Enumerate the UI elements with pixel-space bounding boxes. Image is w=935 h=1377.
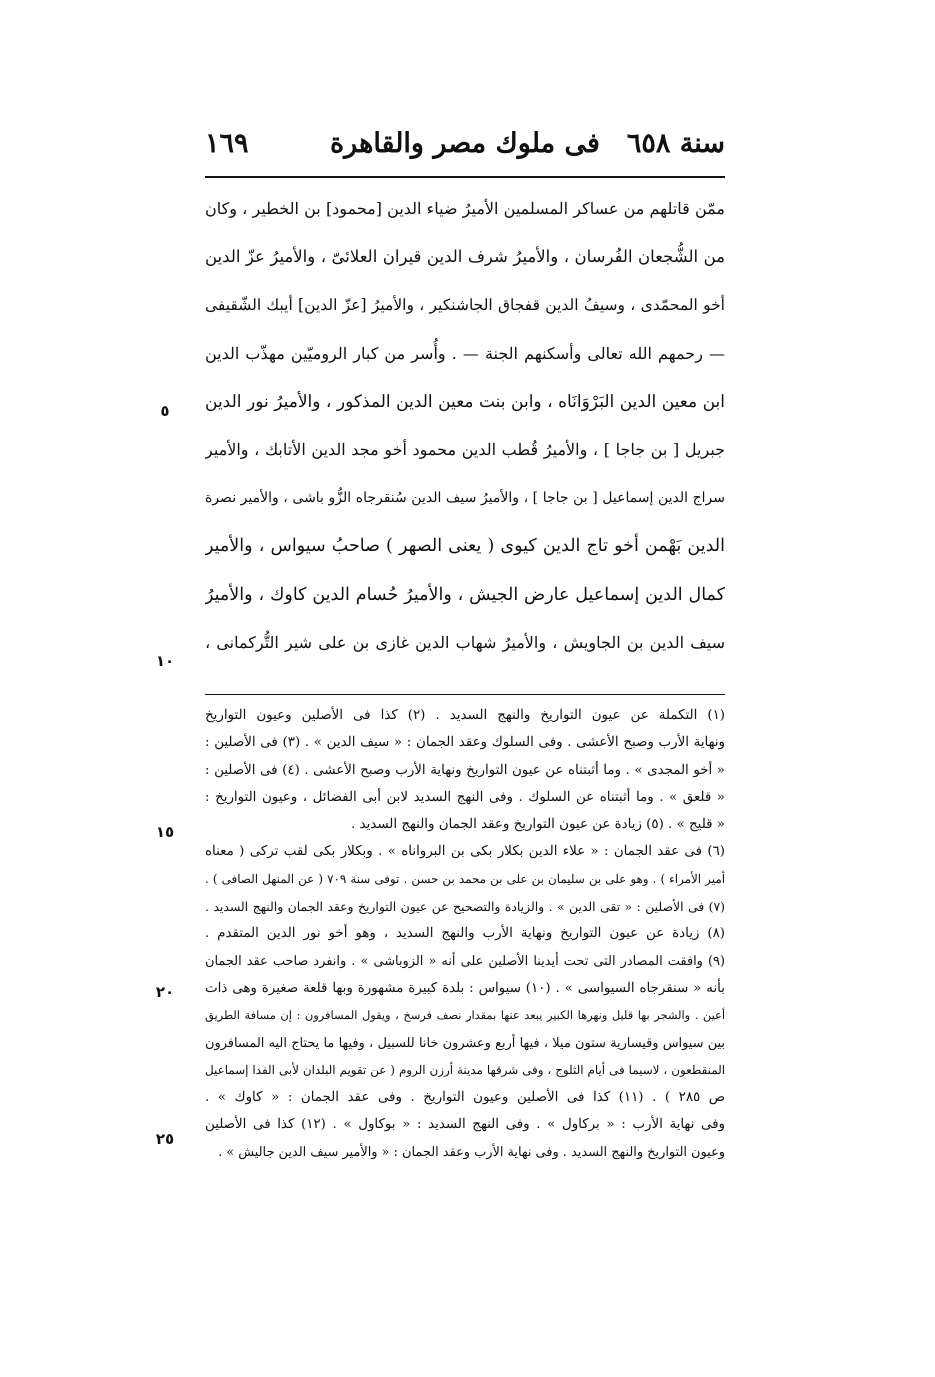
margin-line-number: ٥ [160,402,170,420]
footnote-line: أعين . والشجر بها قليل ونهرها الكبير يبعد عنها بمقدار نصف فرسخ ، ويقول المسافرون : إن مسافة الطريق [205,1008,725,1023]
main-text-line: كمال الدين إسماعيل عارض الجيش ، والأميرُ حُسام الدين كاوك ، والأميرُ [205,584,725,605]
main-text-line: ممّن قاتلهم من عساكر المسلمين الأميرُ ضياء الدين [محمود] بن الخطير ، وكان [205,199,725,218]
footnote-line: « قلعق » . وما أثبتناه عن السلوك . وفى النهج السديد لابن أبى الفضائل ، وعيون التواريخ : [205,789,725,805]
footnote-line: « أخو المجدى » . وما أثبتناه عن عيون التواريخ ونهاية الأرب وصبح الأعشى . (٤) فى الأصلين : [205,762,725,778]
margin-line-number: ٢٥ [155,1130,175,1148]
main-text-line: أخو المحمّدى ، وسيفُ الدين قفجاق الجاشنكير ، والأميرُ [عزّ الدين] أيبك الشّقيفى [205,296,725,315]
margin-line-number: ١٠ [155,652,175,670]
footnote-line: المنقطعون ، لاسيما فى أيام الثلوج ، وفى شرقها مدينة أرزن الروم ( عن تقويم البلدان لأبى الفدا إسماعيل [205,1062,725,1077]
main-text-line: ابن معين الدين البَرْوَانَاه ، وابن بنت معين الدين المذكور ، والأميرُ نور الدين [205,391,725,412]
footnote-line: بين سيواس وقيسارية ستون ميلا ، فيها أربع وعشرون خانا للسبيل ، وفيها ما يحتاج اليه المسافرون [205,1035,725,1051]
header-rule [205,176,725,178]
footnote-line: وعيون التواريخ والنهج السديد . وفى نهاية الأرب وعقد الجمان : « والأمير سيف الدين جاليش » . [218,1144,725,1160]
main-text-body [205,185,725,667]
running-header [205,128,725,172]
footnote-line: بأنه « سنقرجاه السيواسى » . (١٠) سيواس : بلدة كبيرة مشهورة وبها قلعة صغيرة وهى ذات [205,980,725,996]
footnote-separator [205,694,725,695]
footnote-line: « قليج » . (٥) زيادة عن عيون التواريخ وعقد الجمان والنهج السديد . [351,817,725,833]
header-year: سنة ٦٥٨ [626,128,725,159]
main-text-line: سراج الدين إسماعيل [ بن جاجا ] ، والأميرُ سيف الدين سُنقرجاه الزُّو باشى ، والأمير نصرة [205,490,725,507]
main-text-line: سيف الدين بن الجاويش ، والأميرُ شهاب الدين غازى بن على شير التُّركمانى ، [205,632,725,652]
footnote-line: (٩) وافقت المصادر التى تحت أيدينا الأصلين على أنه « الزوباشى » . وانفرد صاحب عقد الجمان [205,953,725,969]
footnote-line: (١) التكملة عن عيون التواريخ والنهج السديد . (٢) كذا فى الأصلين وعيون التواريخ [205,708,725,723]
footnote-line: ونهاية الأرب وصبح الأعشى . وفى السلوك وعقد الجمان : « سيف الدين » . (٣) فى الأصلين : [205,735,725,751]
margin-line-number: ١٥ [155,823,175,841]
main-text-line: جبريل [ بن جاجا ] ، والأميرُ قُطب الدين محمود أخو مجد الدين الأتابك ، والأمير [205,439,725,459]
footnote-line: (٧) فى الأصلين : « تقى الدين » . والزيادة والتصحيح عن عيون التواريخ وعقد الجمان والنهج السديد . [205,899,725,915]
main-text-line: الدين بَهْمن أخو تاج الدين كيوى ( يعنى الصهر ) صاحبُ سيواس ، والأمير [205,536,725,557]
footnote-line: وفى نهاية الأرب : « بركاول » . وفى النهج السديد : « بوكاول » . (١٢) كذا فى الأصلين [205,1117,725,1133]
footnote-line: ص ٢٨٥ ) . (١١) كذا فى الأصلين وعيون التواريخ . وفى عقد الجمان : « كاوك » . [205,1090,725,1106]
footnote-line: أمير الأمراء ) . وهو على بن سليمان بن على بن محمد بن حسن . توفى سنة ٧٠٩ ( عن المنهل الصافى ) . [205,871,725,886]
main-text-line: — رحمهم الله تعالى وأسكنهم الجنة — . وأُسر من كبار الروميّين مهذّب الدين [205,343,725,363]
page-number: ١٦٩ [205,128,249,159]
margin-line-number: ٢٠ [155,983,175,1001]
main-text-line: من الشُّجعان الفُرسان ، والأميرُ شرف الدين قيران العلائىّ ، والأميرُ عزّ الدين [205,247,725,267]
header-title: فى ملوك مصر والقاهرة [330,128,600,159]
footnote-line: (٨) زيادة عن عيون التواريخ ونهاية الأرب والنهج السديد ، وهو أخو نور الدين المتقدم . [205,926,725,942]
footnotes [205,702,725,1166]
footnote-line: (٦) فى عقد الجمان : « علاء الدين بكلار بكى بن البرواناه » . وبكلار بكى لقب تركى ( معناه [205,844,725,860]
